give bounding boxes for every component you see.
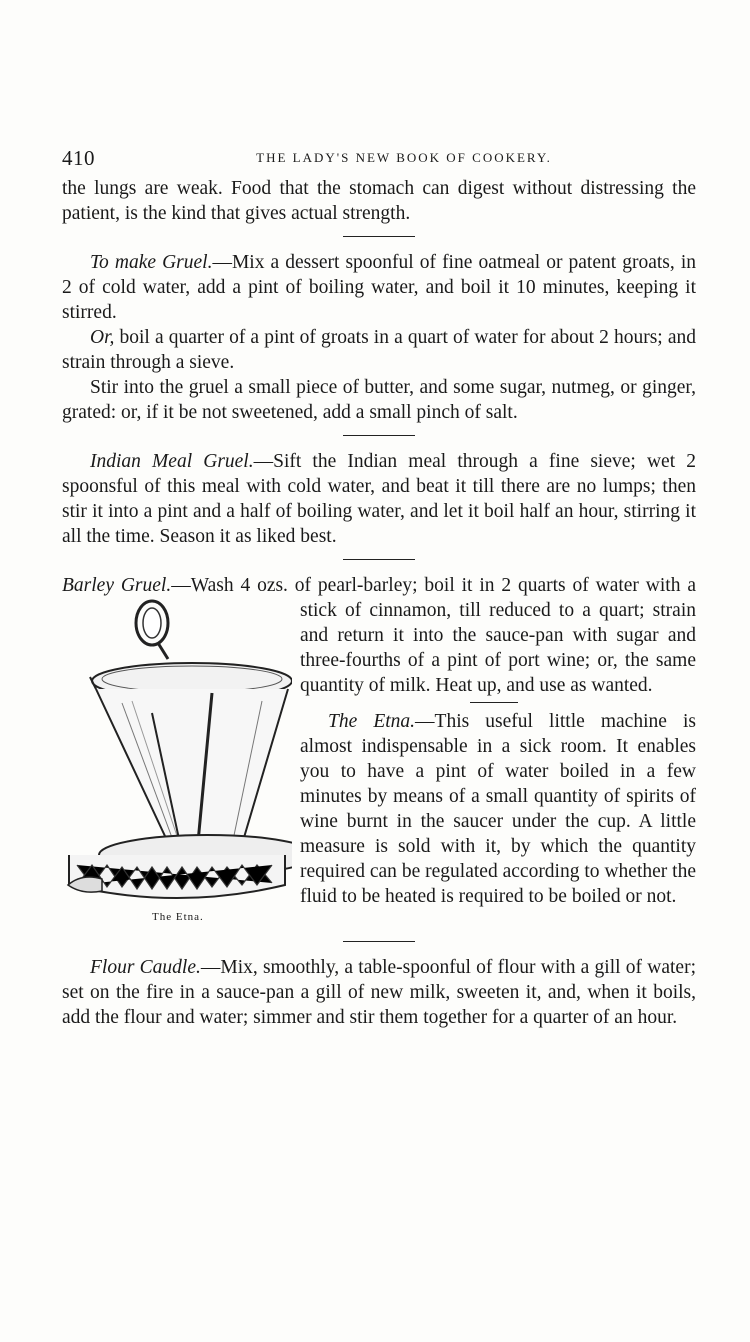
barley-title: Barley Gruel. xyxy=(62,575,172,596)
etna-title: The Etna. xyxy=(328,711,416,732)
section-divider xyxy=(343,435,415,436)
intro-paragraph: the lungs are weak. Food that the stomach can digest without distressing the patient, is the kind that gives actual strength. xyxy=(62,178,696,224)
caudle-text: —Mix, smoothly, a table-spoonful of flour with a gill of water; set on the fire in a sauce-pan a gill of new milk, sweeten it, and, when it boils, add the flour and water; simmer and stir them together for a quarter of an hour. xyxy=(62,957,696,1028)
gruel-alt-title: Or, xyxy=(90,327,115,348)
section-divider xyxy=(343,941,415,942)
page-number: 410 xyxy=(62,146,95,170)
gruel-paragraph xyxy=(62,250,696,325)
gruel-note: Stir into the gruel a small piece of butter, and some sugar, nutmeg, or ginger, grated: or, if it be not sweetened, add a small pinch of salt. xyxy=(62,377,696,423)
gruel-alt-paragraph xyxy=(62,325,696,375)
indian-meal-paragraph xyxy=(62,449,696,549)
section-divider xyxy=(343,236,415,237)
section-divider xyxy=(470,702,518,703)
etna-figure xyxy=(62,573,292,931)
indian-meal-text: —Sift the Indian meal through a fine sieve; wet 2 spoonsful of this meal with cold water, and beat it till there are no lumps; then stir it into a pint and a half of boiling water, and let it boil half an hour, stirring it all the time. Season it as liked best. xyxy=(62,451,696,547)
caudle-paragraph xyxy=(62,955,696,1030)
barley-text: —Wash 4 ozs. of pearl-barley; boil it in 2 quarts of water with a stick of cinnamon, till reduced to a quart; strain and return it into the sauce-pan with sugar and three-fourths of a pint of port wine; or, the same quantity of milk. Heat up, and use as wanted. xyxy=(171,575,696,696)
running-head: THE LADY'S NEW BOOK OF COOKERY. xyxy=(256,150,552,165)
section-divider xyxy=(343,559,415,560)
page-header xyxy=(62,140,696,176)
barley-etna-block xyxy=(62,573,696,931)
gruel-alt-text: boil a quarter of a pint of groats in a quart of water for about 2 hours; and strain through a sieve. xyxy=(62,327,696,373)
book-page xyxy=(62,140,696,1030)
gruel-text: —Mix a dessert spoonful of fine oatmeal or patent groats, in 2 of cold water, add a pint of boiling water, and boil it 10 minutes, keeping it stirred. xyxy=(62,252,696,323)
figure-caption: The Etna. xyxy=(152,911,204,923)
etna-text: —This useful little machine is almost indispensable in a sick room. It enables you to have a pint of water boiled in a few minutes by means of a small quantity of spirits of wine burnt in the saucer under the cup. A little measure is sold with it, by which the quantity required can be regulated according to whether the fluid to be heated is required to be boiled or not. xyxy=(300,711,696,907)
etna-illustration xyxy=(62,573,292,913)
indian-meal-title: Indian Meal Gruel. xyxy=(90,451,254,472)
gruel-title: To make Gruel. xyxy=(90,252,213,273)
caudle-title: Flour Caudle. xyxy=(90,957,201,978)
